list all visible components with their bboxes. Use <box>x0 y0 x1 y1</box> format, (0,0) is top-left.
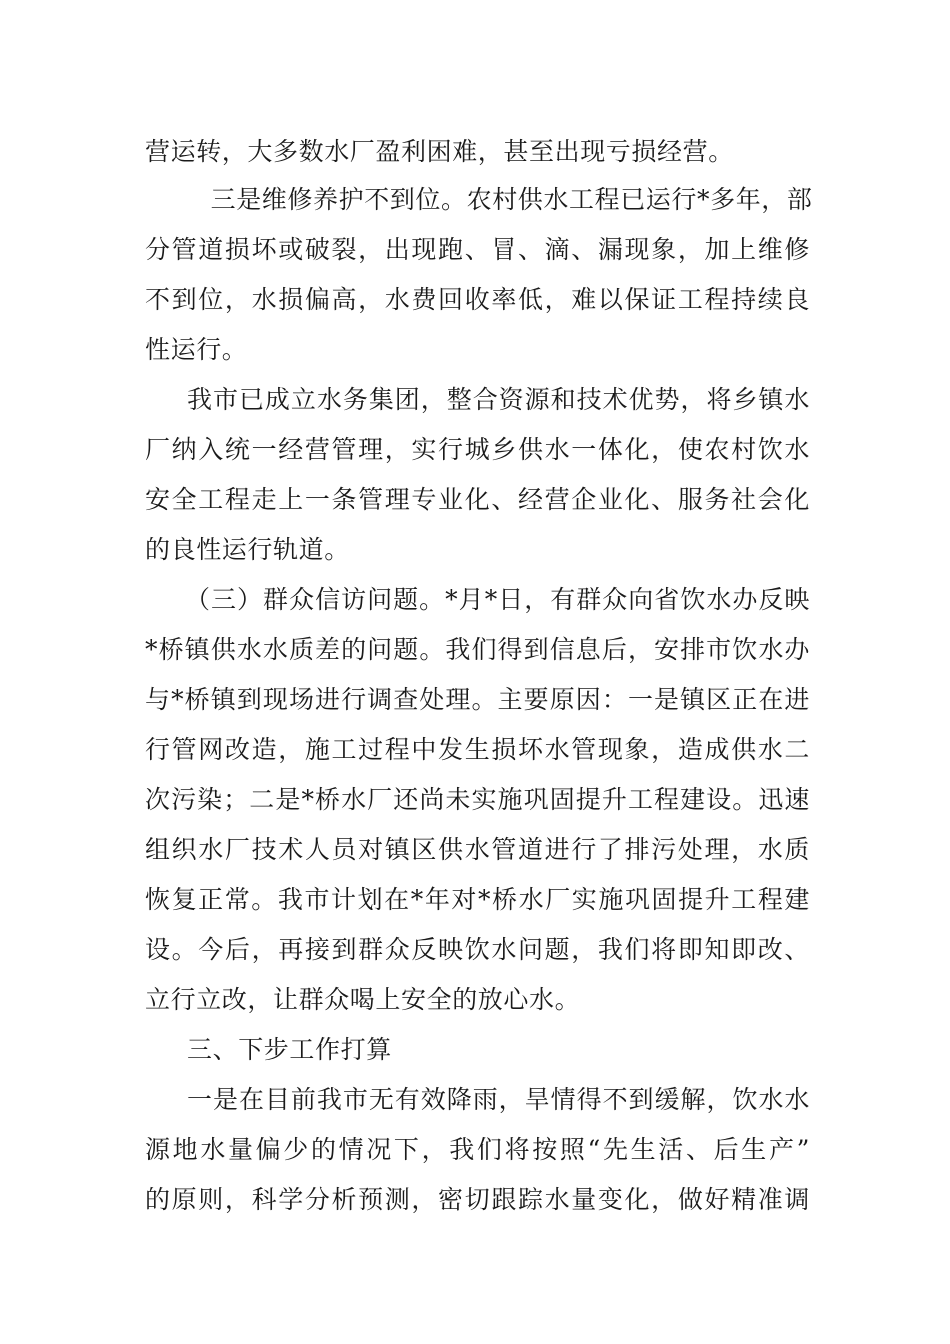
text-line: 源地水量偏少的情况下，我们将按照“先生活、后生产” <box>145 1135 810 1164</box>
text-line: 组织水厂技术人员对镇区供水管道进行了排污处理，水质 <box>145 835 810 864</box>
text-line: （三）群众信访问题。*月*日，有群众向省饮水办反映 <box>185 585 810 614</box>
text-line: 的良性运行轨道。 <box>145 535 350 564</box>
text-line: 次污染；二是*桥水厂还尚未实施巩固提升工程建设。迅速 <box>145 785 810 814</box>
text-line: 我市已成立水务集团，整合资源和技术优势，将乡镇水 <box>187 385 810 414</box>
text-line: 行管网改造，施工过程中发生损坏水管现象，造成供水二 <box>145 735 810 764</box>
section-heading: 三、下步工作打算 <box>187 1035 392 1064</box>
text-line: 不到位，水损偏高，水费回收率低，难以保证工程持续良 <box>145 285 810 314</box>
text-line: 立行立改，让群众喝上安全的放心水。 <box>145 985 581 1014</box>
text-line: 性运行。 <box>145 335 248 364</box>
text-line: *桥镇供水水质差的问题。我们得到信息后，安排市饮水办 <box>145 635 810 664</box>
text-line: 三是维修养护不到位。农村供水工程已运行*多年，部 <box>185 185 813 214</box>
text-line: 恢复正常。我市计划在*年对*桥水厂实施巩固提升工程建 <box>145 885 810 914</box>
text-line: 分管道损坏或破裂，出现跑、冒、滴、漏现象，加上维修 <box>145 235 810 264</box>
text-line: 设。今后，再接到群众反映饮水问题，我们将即知即改、 <box>145 935 810 964</box>
text-line: 安全工程走上一条管理专业化、经营企业化、服务社会化 <box>145 485 810 514</box>
text-line: 营运转，大多数水厂盈利困难，甚至出现亏损经营。 <box>145 137 734 166</box>
text-line: 一是在目前我市无有效降雨，旱情得不到缓解，饮水水 <box>187 1085 810 1114</box>
text-line: 厂纳入统一经营管理，实行城乡供水一体化，使农村饮水 <box>145 435 810 464</box>
text-line: 的原则，科学分析预测，密切跟踪水量变化，做好精准调 <box>145 1185 810 1214</box>
text-line: 与*桥镇到现场进行调查处理。主要原因：一是镇区正在进 <box>145 685 810 714</box>
